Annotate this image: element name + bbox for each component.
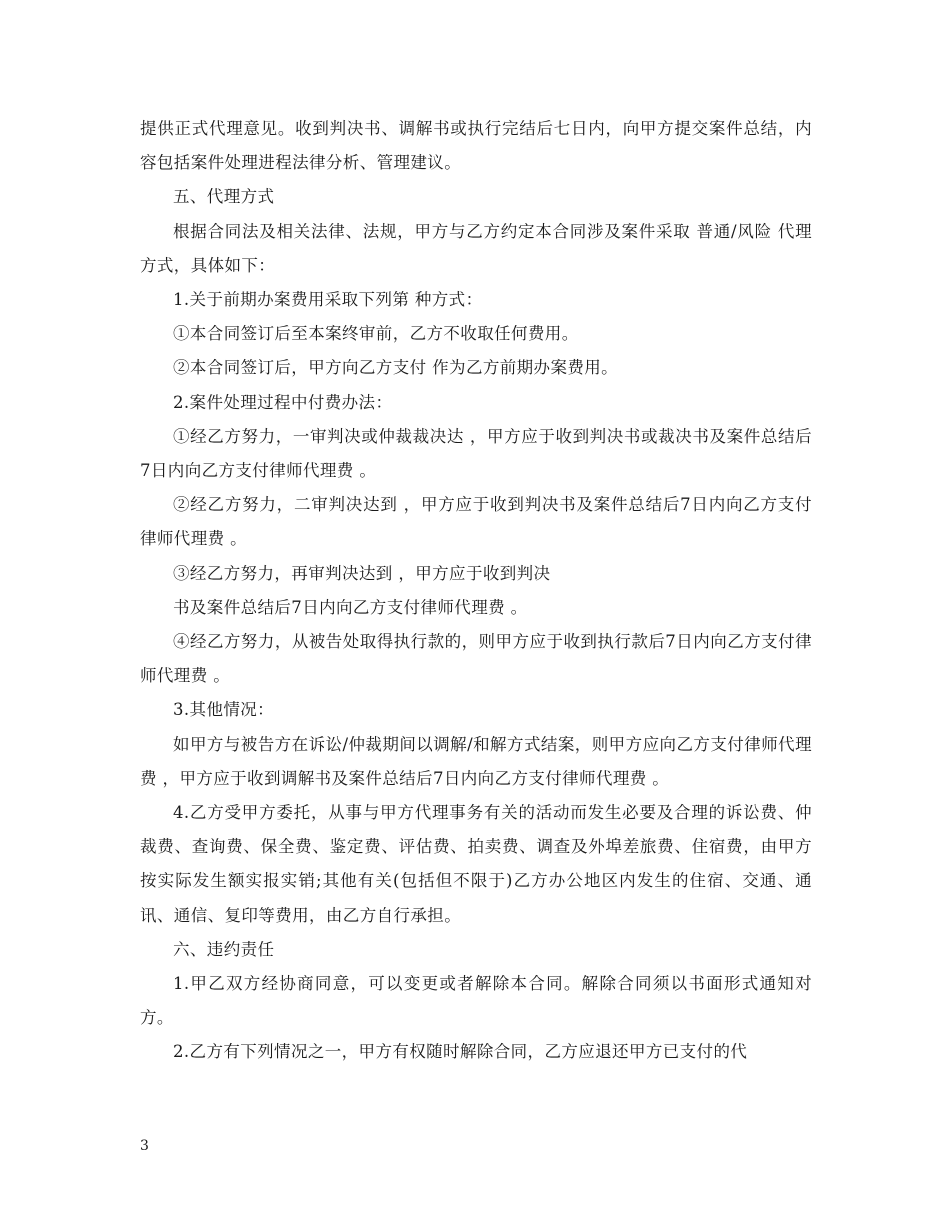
document-body (140, 112, 812, 1070)
paragraph: 1.甲乙双方经协商同意，可以变更或者解除本合同。解除合同须以书面形式通知对方。 (140, 974, 812, 1028)
paragraph: 3.其他情况： (173, 700, 275, 720)
section-heading-agency-method: 五、代理方式 (173, 187, 275, 207)
page-number: 3 (140, 1138, 149, 1154)
paragraph: 1.关于前期办案费用采取下列第 种方式： (173, 290, 483, 310)
paragraph: ②经乙方努力，二审判决达到 ，甲方应于收到判决书及案件总结后7日内向乙方支付律师代理费 。 (140, 495, 812, 549)
paragraph: 提供正式代理意见。收到判决书、调解书或执行完结后七日内，向甲方提交案件总结，内容包括案件处理进程法律分析、管理建议。 (140, 119, 812, 173)
paragraph: ①本合同签订后至本案终审前，乙方不收取任何费用。 (173, 324, 579, 344)
section-heading-breach-liability: 六、违约责任 (173, 939, 275, 959)
paragraph: ①经乙方努力，一审判决或仲裁裁决达 ，甲方应于收到判决书或裁决书及案件总结后7日内向乙方支付律师代理费 。 (140, 426, 812, 481)
paragraph: ③经乙方努力，再审判决达到 ，甲方应于收到判决 (173, 563, 551, 583)
paragraph: 如甲方与被告方在诉讼/仲裁期间以调解/和解方式结案，则甲方应向乙方支付律师代理费 ，甲方应于收到调解书及案件总结后7日内向乙方支付律师代理费 。 (140, 734, 812, 788)
paragraph: 2.案件处理过程中付费办法： (173, 392, 393, 412)
paragraph: 2.乙方有下列情况之一，甲方有权随时解除合同，乙方应退还甲方已支付的代 (173, 1042, 748, 1062)
paragraph: 书及案件总结后7日内向乙方支付律师代理费 。 (173, 597, 528, 617)
paragraph: 根据合同法及相关法律、法规，甲方与乙方约定本合同涉及案件采取 普通/风险 代理方式，具体如下： (140, 221, 812, 275)
paragraph: 4.乙方受甲方委托，从事与甲方代理事务有关的活动而发生必要及合理的诉讼费、仲裁费、查询费、保全费、鉴定费、评估费、拍卖费、调查及外埠差旅费、住宿费，由甲方按实际发生额实报实销;其他有关(包括但不限于)乙方办公地区内发生的住宿、交通、通讯、通信、复印等费用，由乙方自行承担。 (140, 803, 812, 925)
paragraph: ④经乙方努力，从被告处取得执行款的，则甲方应于收到执行款后7日内向乙方支付律师代理费 。 (140, 632, 812, 686)
paragraph: ②本合同签订后，甲方向乙方支付 作为乙方前期办案费用。 (173, 358, 619, 378)
